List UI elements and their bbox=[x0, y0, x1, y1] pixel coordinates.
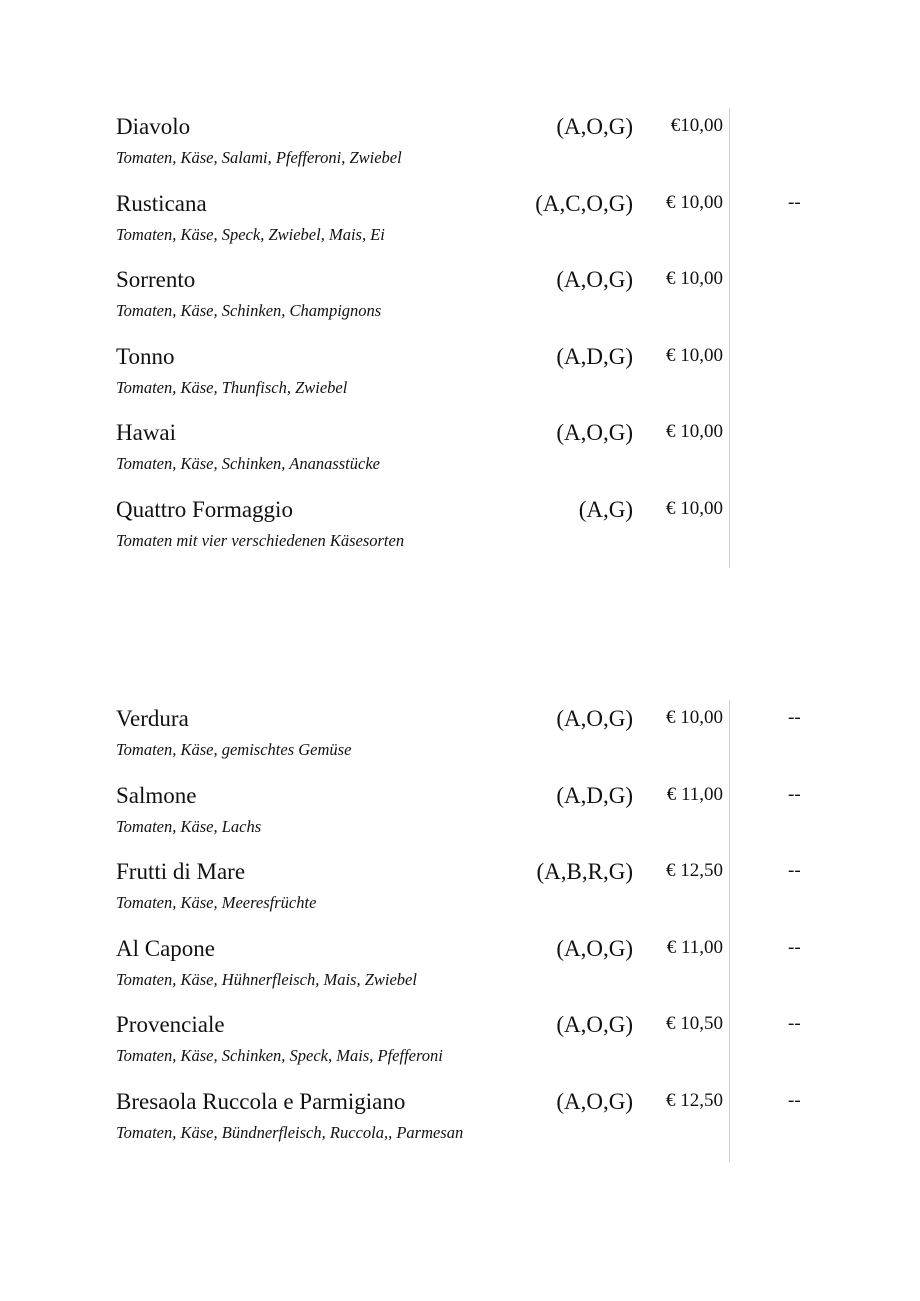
item-name: Provenciale bbox=[116, 1012, 225, 1038]
item-allergens: (A,O,G) bbox=[556, 706, 633, 731]
item-allergens: (A,D,G) bbox=[556, 343, 633, 369]
item-name: Rusticana bbox=[116, 190, 207, 216]
menu-item bbox=[0, 491, 920, 568]
item-price: € 10,00 bbox=[666, 421, 723, 443]
item-allergens: (A,O,G) bbox=[556, 420, 633, 446]
item-allergens: (A,D,G) bbox=[556, 782, 633, 808]
item-name: Al Capone bbox=[116, 935, 216, 961]
item-allergens: (A,O,G) bbox=[556, 935, 633, 961]
item-price: € 12,50 bbox=[666, 1089, 723, 1111]
menu-section-1 bbox=[0, 108, 920, 568]
item-name: Quattro Formaggio bbox=[116, 496, 293, 522]
item-name: Sorrento bbox=[116, 267, 196, 293]
menu-item bbox=[0, 1083, 920, 1160]
item-name: Bresaola Ruccola e Parmigiano bbox=[116, 1088, 406, 1114]
item-description: Tomaten, Käse, Meeresfrüchte bbox=[116, 893, 317, 913]
item-allergens: (A,O,G) bbox=[556, 114, 633, 139]
menu-item bbox=[0, 185, 920, 262]
menu-item bbox=[0, 853, 920, 930]
menu-item bbox=[0, 261, 920, 338]
item-description: Tomaten, Käse, Schinken, Champignons bbox=[116, 301, 382, 321]
item-name: Frutti di Mare bbox=[116, 859, 246, 885]
item-description: Tomaten, Käse, Salami, Pfefferoni, Zwiebel bbox=[116, 148, 402, 167]
item-dash: -- bbox=[788, 1089, 801, 1111]
item-name: Diavolo bbox=[116, 114, 191, 139]
item-allergens: (A,B,R,G) bbox=[536, 859, 633, 885]
item-price: € 12,50 bbox=[666, 860, 723, 882]
item-price: € 10,00 bbox=[666, 191, 723, 213]
item-allergens: (A,O,G) bbox=[556, 1088, 633, 1114]
item-description: Tomaten, Käse, Schinken, Ananasstücke bbox=[116, 454, 380, 474]
item-price: € 10,50 bbox=[666, 1013, 723, 1035]
item-dash: -- bbox=[788, 707, 801, 728]
item-dash: -- bbox=[788, 783, 801, 805]
item-price: € 11,00 bbox=[666, 936, 723, 958]
menu-section-2 bbox=[0, 700, 920, 1160]
item-dash: -- bbox=[788, 191, 801, 213]
item-dash: -- bbox=[788, 1013, 801, 1035]
item-name: Salmone bbox=[116, 782, 197, 808]
menu-item bbox=[0, 108, 920, 185]
item-description: Tomaten, Käse, gemischtes Gemüse bbox=[116, 740, 352, 759]
item-name: Tonno bbox=[116, 343, 175, 369]
menu-item bbox=[0, 414, 920, 491]
item-description: Tomaten, Käse, Bündnerfleisch, Ruccola,, Parmesan bbox=[116, 1122, 464, 1142]
item-allergens: (A,O,G) bbox=[556, 267, 633, 293]
item-allergens: (A,C,O,G) bbox=[535, 190, 633, 216]
item-dash: -- bbox=[788, 860, 801, 882]
item-description: Tomaten, Käse, Thunfisch, Zwiebel bbox=[116, 377, 348, 397]
menu-item bbox=[0, 338, 920, 415]
item-price: € 10,00 bbox=[666, 344, 723, 366]
item-name: Verdura bbox=[116, 706, 189, 731]
item-description: Tomaten, Käse, Speck, Zwiebel, Mais, Ei bbox=[116, 224, 385, 244]
item-price: € 10,00 bbox=[666, 268, 723, 290]
menu-item bbox=[0, 930, 920, 1007]
item-description: Tomaten, Käse, Hühnerfleisch, Mais, Zwiebel bbox=[116, 969, 417, 989]
item-description: Tomaten mit vier verschiedenen Käsesorten bbox=[116, 530, 405, 550]
menu-item bbox=[0, 777, 920, 854]
menu-item bbox=[0, 700, 920, 777]
item-dash: -- bbox=[788, 936, 801, 958]
item-description: Tomaten, Käse, Schinken, Speck, Mais, Pfefferoni bbox=[116, 1046, 443, 1066]
item-description: Tomaten, Käse, Lachs bbox=[116, 816, 262, 836]
item-name: Hawai bbox=[116, 420, 177, 446]
item-price: € 11,00 bbox=[666, 783, 723, 805]
item-allergens: (A,O,G) bbox=[556, 1012, 633, 1038]
item-price: € 10,00 bbox=[666, 707, 723, 728]
item-allergens: (A,G) bbox=[578, 496, 633, 522]
item-price: €10,00 bbox=[670, 115, 723, 136]
menu-item bbox=[0, 1006, 920, 1083]
item-price: € 10,00 bbox=[666, 497, 723, 519]
